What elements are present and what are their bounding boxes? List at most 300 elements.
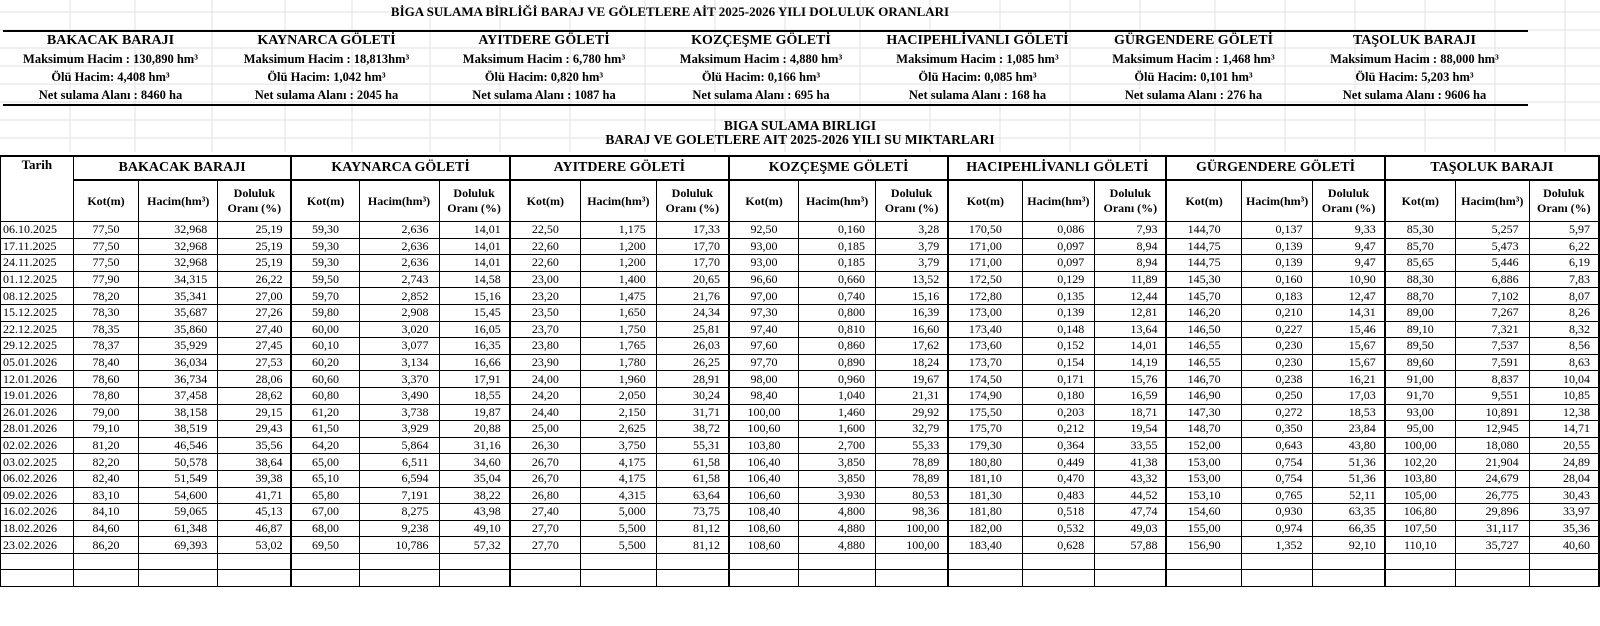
empty-cell [656,553,729,570]
kot-cell: 146,70 [1166,371,1241,388]
volume-cell: 0,810 [799,321,876,338]
fill-rate-cell: 35,36 [1529,520,1599,537]
empty-cell [799,570,876,587]
fill-rate-cell: 16,59 [1095,387,1167,404]
kot-cell: 95,00 [1385,421,1456,438]
volume-cell: 1,650 [580,304,656,321]
kot-cell: 26,30 [510,437,581,454]
kot-cell: 106,60 [729,487,799,504]
kot-cell: 26,70 [510,454,581,471]
summary-dead-volume-cell: Ölü Hacim: 0,166 hm³ [701,69,821,84]
volume-cell: 3,738 [359,404,439,421]
reservoir-group-header: HACIPEHLİVANLI GÖLETİ [948,156,1166,180]
fill-rate-column-header [439,180,510,222]
kot-cell: 181,30 [948,487,1022,504]
fill-rate-cell: 10,85 [1529,387,1599,404]
kot-cell: 77,90 [73,271,139,288]
table-row [1,271,1600,288]
volume-cell: 35,687 [139,304,218,321]
subtitle-line-2: BARAJ VE GOLETLERE AIT 2025-2026 YILI SU MIKTARLARI [605,132,995,147]
volume-cell: 0,139 [1241,255,1313,272]
kot-cell: 172,50 [948,271,1022,288]
fill-rate-cell: 6,19 [1529,255,1599,272]
volume-cell: 1,200 [580,255,656,272]
empty-cell [1166,570,1241,587]
fill-rate-cell: 8,26 [1529,304,1599,321]
kot-cell: 67,00 [291,504,359,521]
volume-cell: 2,743 [359,271,439,288]
volume-cell: 7,321 [1455,321,1529,338]
volume-cell: 35,341 [139,288,218,305]
volume-cell: 2,636 [359,222,439,239]
volume-cell: 1,780 [580,354,656,371]
reservoir-group-header: KAYNARCA GÖLETİ [291,156,509,180]
volume-column-header: Hacim(hm³) [359,180,439,222]
kot-cell: 98,40 [729,387,799,404]
volume-cell: 1,175 [580,222,656,239]
kot-cell: 92,50 [729,222,799,239]
fill-rate-cell: 27,40 [218,321,292,338]
fill-rate-cell: 24,34 [656,304,729,321]
volume-cell: 0,974 [1241,520,1313,537]
kot-column-header: Kot(m) [729,180,799,222]
empty-cell [439,553,510,570]
kot-cell: 144,70 [1166,222,1241,239]
volume-cell: 0,532 [1022,520,1095,537]
volume-cell: 0,628 [1022,537,1095,554]
kot-cell: 59,70 [291,288,359,305]
summary-reservoir-name-cell: TAŞOLUK BARAJI [1352,33,1477,48]
date-cell: 01.12.2025 [1,271,74,288]
volume-cell: 0,212 [1022,421,1095,438]
date-cell: 22.12.2025 [1,321,74,338]
summary-dead-volume-cell: Ölü Hacim: 0,101 hm³ [1134,69,1253,84]
empty-cell [1241,570,1313,587]
volume-cell: 31,117 [1455,520,1529,537]
kot-cell: 153,10 [1166,487,1241,504]
fill-rate-cell: 38,72 [656,421,729,438]
volume-cell: 7,591 [1455,354,1529,371]
fill-rate-cell: 25,19 [218,238,292,255]
fill-rate-cell: 40,60 [1529,537,1599,554]
fill-rate-cell: 26,22 [218,271,292,288]
fill-rate-cell: 78,89 [875,454,948,471]
fill-rate-cell: 66,35 [1313,520,1385,537]
fill-rate-cell: 80,53 [875,487,948,504]
fill-rate-cell: 29,15 [218,404,292,421]
fill-rate-cell: 32,79 [875,421,948,438]
summary-max-volume-cell: Maksimum Hacim : 1,468 hm³ [1112,51,1275,66]
fill-rate-header-line-1: Doluluk [1543,186,1585,200]
volume-cell: 4,315 [580,487,656,504]
volume-cell: 5,000 [580,504,656,521]
volume-cell: 0,171 [1022,371,1095,388]
table-row [1,338,1600,355]
fill-rate-cell: 27,53 [218,354,292,371]
fill-rate-cell: 18,55 [439,387,510,404]
fill-rate-cell: 12,47 [1313,288,1385,305]
kot-cell: 146,90 [1166,387,1241,404]
volume-cell: 0,272 [1241,404,1313,421]
date-cell: 09.02.2026 [1,487,74,504]
volume-cell: 35,727 [1455,537,1529,554]
table-row [1,255,1600,272]
fill-rate-cell: 35,04 [439,470,510,487]
volume-cell: 2,908 [359,304,439,321]
volume-cell: 61,348 [139,520,218,537]
fill-rate-cell: 3,28 [875,222,948,239]
kot-cell: 23,20 [510,288,581,305]
kot-cell: 173,60 [948,338,1022,355]
kot-cell: 61,20 [291,404,359,421]
kot-cell: 171,00 [948,238,1022,255]
kot-cell: 83,10 [73,487,139,504]
table-row [1,222,1600,239]
kot-cell: 60,00 [291,321,359,338]
fill-rate-header-line-2: Oranı (%) [447,201,501,215]
kot-cell: 106,40 [729,470,799,487]
volume-cell: 0,364 [1022,437,1095,454]
empty-cell [729,553,799,570]
fill-rate-cell: 63,35 [1313,504,1385,521]
volume-cell: 9,238 [359,520,439,537]
fill-rate-cell: 33,55 [1095,437,1167,454]
kot-cell: 146,55 [1166,338,1241,355]
volume-cell: 34,315 [139,271,218,288]
volume-cell: 18,080 [1455,437,1529,454]
kot-cell: 175,70 [948,421,1022,438]
kot-cell: 153,00 [1166,454,1241,471]
fill-rate-cell: 15,16 [875,288,948,305]
fill-rate-column-header [656,180,729,222]
volume-cell: 0,139 [1022,304,1095,321]
volume-cell: 5,864 [359,437,439,454]
empty-cell [1241,553,1313,570]
fill-rate-cell: 26,03 [656,338,729,355]
fill-rate-cell: 31,71 [656,404,729,421]
empty-cell [1529,570,1599,587]
empty-cell [875,553,948,570]
fill-rate-column-header [1529,180,1599,222]
volume-cell: 0,210 [1241,304,1313,321]
volume-cell: 69,393 [139,537,218,554]
kot-cell: 78,40 [73,354,139,371]
kot-cell: 93,00 [729,238,799,255]
kot-cell: 146,20 [1166,304,1241,321]
fill-rate-cell: 20,88 [439,421,510,438]
kot-cell: 27,40 [510,504,581,521]
kot-cell: 24,00 [510,371,581,388]
volume-cell: 6,594 [359,470,439,487]
volume-column-header: Hacim(hm³) [1241,180,1313,222]
fill-rate-cell: 55,33 [875,437,948,454]
fill-rate-cell: 100,00 [875,520,948,537]
fill-rate-cell: 38,22 [439,487,510,504]
kot-cell: 103,80 [1385,470,1456,487]
fill-rate-cell: 55,31 [656,437,729,454]
volume-cell: 26,775 [1455,487,1529,504]
reservoir-group-header: TAŞOLUK BARAJI [1385,156,1599,180]
volume-cell: 5,473 [1455,238,1529,255]
empty-cell [729,570,799,587]
volume-cell: 6,511 [359,454,439,471]
date-cell: 19.01.2026 [1,387,74,404]
kot-cell: 183,40 [948,537,1022,554]
volume-cell: 1,960 [580,371,656,388]
date-cell: 28.01.2026 [1,421,74,438]
fill-rate-cell: 14,01 [439,222,510,239]
volume-cell: 38,519 [139,421,218,438]
empty-cell [510,553,581,570]
kot-cell: 180,80 [948,454,1022,471]
volume-column-header: Hacim(hm³) [139,180,218,222]
fill-rate-cell: 8,63 [1529,354,1599,371]
volume-cell: 3,750 [580,437,656,454]
reservoir-group-header: GÜRGENDERE GÖLETİ [1166,156,1384,180]
volume-cell: 0,250 [1241,387,1313,404]
table-row [1,504,1600,521]
summary-dead-volume-cell: Ölü Hacim: 4,408 hm³ [51,69,170,84]
kot-cell: 98,00 [729,371,799,388]
kot-cell: 97,40 [729,321,799,338]
date-cell: 05.01.2026 [1,354,74,371]
empty-cell [218,570,292,587]
kot-cell: 60,10 [291,338,359,355]
reservoir-group-header: KOZÇEŞME GÖLETİ [729,156,948,180]
kot-cell: 82,20 [73,454,139,471]
fill-rate-cell: 16,60 [875,321,948,338]
summary-max-volume-cell: Maksimum Hacim : 88,000 hm³ [1330,51,1499,66]
fill-rate-cell: 23,84 [1313,421,1385,438]
kot-cell: 145,30 [1166,271,1241,288]
empty-cell [1095,570,1167,587]
table-group-header-row [1,156,1600,180]
empty-cell [1022,570,1095,587]
fill-rate-cell: 17,03 [1313,387,1385,404]
table-row [1,437,1600,454]
kot-cell: 181,10 [948,470,1022,487]
fill-rate-cell: 19,54 [1095,421,1167,438]
fill-rate-cell: 7,93 [1095,222,1167,239]
fill-rate-cell: 16,21 [1313,371,1385,388]
kot-cell: 89,60 [1385,354,1456,371]
kot-cell: 89,50 [1385,338,1456,355]
volume-cell: 9,551 [1455,387,1529,404]
volume-cell: 1,040 [799,387,876,404]
kot-cell: 78,20 [73,288,139,305]
kot-cell: 173,70 [948,354,1022,371]
volume-cell: 3,370 [359,371,439,388]
kot-cell: 148,70 [1166,421,1241,438]
volume-cell: 32,968 [139,222,218,239]
fill-rate-cell: 34,60 [439,454,510,471]
fill-rate-cell: 29,43 [218,421,292,438]
fill-rate-cell: 57,32 [439,537,510,554]
fill-rate-cell: 18,53 [1313,404,1385,421]
kot-column-header: Kot(m) [948,180,1022,222]
volume-cell: 0,470 [1022,470,1095,487]
fill-rate-cell: 19,87 [439,404,510,421]
volume-cell: 1,765 [580,338,656,355]
fill-rate-cell: 51,36 [1313,470,1385,487]
kot-cell: 153,00 [1166,470,1241,487]
fill-rate-cell: 92,10 [1313,537,1385,554]
volume-cell: 59,065 [139,504,218,521]
empty-cell [510,570,581,587]
kot-cell: 108,40 [729,504,799,521]
volume-cell: 0,483 [1022,487,1095,504]
kot-cell: 103,80 [729,437,799,454]
fill-rate-header-line-2: Oranı (%) [1536,201,1591,215]
empty-cell [139,570,218,587]
empty-cell [1313,570,1385,587]
summary-max-volume-cell: Maksimum Hacim : 6,780 hm³ [462,51,626,66]
fill-rate-cell: 18,24 [875,354,948,371]
kot-cell: 26,70 [510,470,581,487]
volume-cell: 3,490 [359,387,439,404]
fill-rate-cell: 17,70 [656,255,729,272]
fill-rate-cell: 100,00 [875,537,948,554]
volume-column-header: Hacim(hm³) [580,180,656,222]
volume-cell: 2,700 [799,437,876,454]
fill-rate-cell: 8,07 [1529,288,1599,305]
fill-rate-cell: 28,62 [218,387,292,404]
summary-names-row [3,31,1528,50]
volume-cell: 0,930 [1241,504,1313,521]
volume-cell: 0,449 [1022,454,1095,471]
summary-reservoir-name-cell: AYITDERE GÖLETİ [478,33,610,48]
date-cell: 16.02.2026 [1,504,74,521]
fill-rate-cell: 51,36 [1313,454,1385,471]
fill-rate-cell: 14,31 [1313,304,1385,321]
fill-rate-cell: 10,90 [1313,271,1385,288]
volume-cell: 0,518 [1022,504,1095,521]
date-cell: 29.12.2025 [1,338,74,355]
fill-rate-cell: 29,92 [875,404,948,421]
table-row [1,520,1600,537]
subtitle-line-1: BIGA SULAMA BIRLIGI [723,118,877,133]
volume-cell: 0,152 [1022,338,1095,355]
reservoir-summary-table [3,30,1528,106]
kot-cell: 23,90 [510,354,581,371]
fill-rate-cell: 5,97 [1529,222,1599,239]
summary-max-volume-cell: Maksimum Hacim : 1,085 hm³ [896,51,1059,66]
volume-cell: 6,886 [1455,271,1529,288]
table-row [1,487,1600,504]
empty-cell [580,553,656,570]
volume-cell: 5,446 [1455,255,1529,272]
volume-cell: 10,891 [1455,404,1529,421]
summary-irrigation-area-cell: Net sulama Alanı : 2045 ha [254,87,399,102]
fill-rate-cell: 10,04 [1529,371,1599,388]
fill-rate-cell: 17,70 [656,238,729,255]
fill-rate-cell: 21,31 [875,387,948,404]
summary-max-volume-cell: Maksimum Hacim : 18,813hm³ [243,51,410,66]
fill-rate-cell: 61,58 [656,454,729,471]
kot-cell: 97,00 [729,288,799,305]
kot-cell: 85,30 [1385,222,1456,239]
kot-cell: 146,50 [1166,321,1241,338]
kot-cell: 68,00 [291,520,359,537]
empty-cell [73,553,139,570]
fill-rate-cell: 3,79 [875,238,948,255]
volume-cell: 0,230 [1241,338,1313,355]
volume-cell: 36,734 [139,371,218,388]
empty-cell [291,570,359,587]
kot-cell: 182,00 [948,520,1022,537]
summary-max-volume-cell: Maksimum Hacim : 4,880 hm³ [679,51,843,66]
kot-cell: 88,70 [1385,288,1456,305]
volume-cell: 0,135 [1022,288,1095,305]
volume-column-header: Hacim(hm³) [1455,180,1529,222]
volume-cell: 0,129 [1022,271,1095,288]
fill-rate-cell: 81,12 [656,520,729,537]
kot-cell: 172,80 [948,288,1022,305]
kot-cell: 59,30 [291,238,359,255]
empty-cell [139,553,218,570]
fill-rate-cell: 14,71 [1529,421,1599,438]
fill-rate-cell: 13,64 [1095,321,1167,338]
kot-cell: 89,00 [1385,304,1456,321]
kot-cell: 96,60 [729,271,799,288]
kot-cell: 84,10 [73,504,139,521]
volume-cell: 0,137 [1241,222,1313,239]
summary-dead-volume-row [3,68,1528,86]
empty-cell [1166,553,1241,570]
fill-rate-cell: 7,83 [1529,271,1599,288]
fill-rate-cell: 25,81 [656,321,729,338]
kot-cell: 108,60 [729,537,799,554]
volume-cell: 0,754 [1241,470,1313,487]
kot-cell: 22,50 [510,222,581,239]
table-row [1,421,1600,438]
fill-rate-cell: 14,58 [439,271,510,288]
volume-cell: 7,102 [1455,288,1529,305]
summary-reservoir-name-cell: KAYNARCA GÖLETİ [257,33,396,48]
empty-cell [1385,570,1456,587]
kot-cell: 77,50 [73,222,139,239]
volume-cell: 0,160 [799,222,876,239]
volume-cell: 7,537 [1455,338,1529,355]
table-row [1,321,1600,338]
volume-cell: 0,754 [1241,454,1313,471]
fill-rate-header-line-1: Doluluk [233,186,276,200]
kot-cell: 60,60 [291,371,359,388]
volume-cell: 24,679 [1455,470,1529,487]
water-volume-table [0,155,1600,587]
fill-rate-cell: 9,47 [1313,238,1385,255]
kot-cell: 26,80 [510,487,581,504]
fill-rate-cell: 14,01 [439,255,510,272]
volume-cell: 38,158 [139,404,218,421]
empty-cell [799,553,876,570]
empty-cell [1529,553,1599,570]
kot-cell: 91,00 [1385,371,1456,388]
date-cell: 23.02.2026 [1,537,74,554]
kot-cell: 78,60 [73,371,139,388]
fill-rate-cell: 9,33 [1313,222,1385,239]
fill-rate-cell: 53,02 [218,537,292,554]
kot-cell: 23,70 [510,321,581,338]
fill-rate-cell: 98,36 [875,504,948,521]
table-row [1,371,1600,388]
volume-cell: 8,837 [1455,371,1529,388]
fill-rate-cell: 12,44 [1095,288,1167,305]
volume-cell: 0,139 [1241,238,1313,255]
empty-cell [656,570,729,587]
volume-cell: 1,200 [580,238,656,255]
fill-rate-cell: 17,62 [875,338,948,355]
